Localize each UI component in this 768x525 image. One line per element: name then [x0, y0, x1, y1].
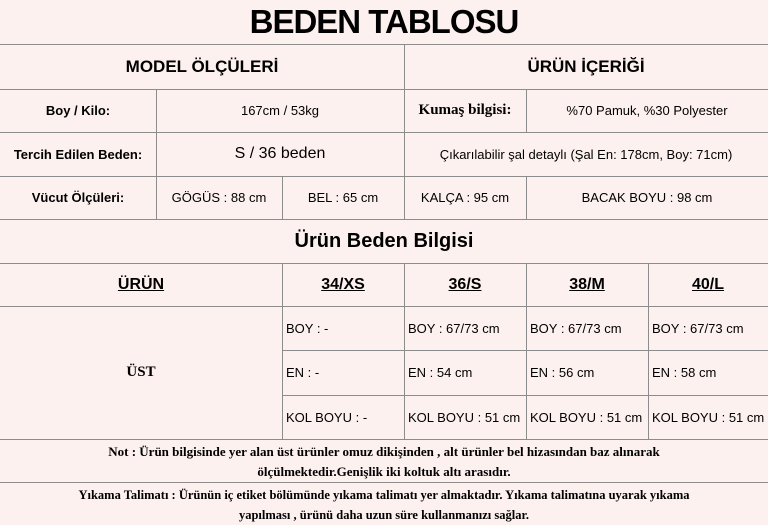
- grid-line: [0, 132, 768, 133]
- product-detail: Çıkarılabilir şal detaylı (Şal En: 178cm, Boy: 71cm): [439, 146, 733, 162]
- size-cell: BOY : 67/73 cm: [652, 320, 744, 336]
- size-header-36-s: 36/S: [448, 275, 482, 293]
- size-cell: EN : 54 cm: [408, 365, 473, 380]
- product-name-top: ÜST: [126, 364, 156, 380]
- product-content-heading: ÜRÜN İÇERİĞİ: [527, 56, 645, 76]
- grid-line: [282, 350, 768, 351]
- grid-line: [648, 263, 649, 439]
- grid-line: [526, 89, 527, 132]
- washing-instructions-line1: Yıkama Talimatı : Ürünün iç etiket bölümünde yıkama talimatı yer almaktadır. Yıkama talimatına uyarak yıkama: [78, 488, 690, 502]
- grid-line: [0, 306, 768, 307]
- size-cell: BOY : 67/73 cm: [530, 320, 622, 336]
- grid-line: [282, 395, 768, 396]
- size-cell: BOY : 67/73 cm: [408, 320, 500, 336]
- size-cell: EN : -: [286, 365, 320, 380]
- leg-measurement: BACAK BOYU : 98 cm: [581, 190, 713, 205]
- size-cell: EN : 56 cm: [530, 365, 595, 380]
- size-cell: EN : 58 cm: [652, 365, 717, 380]
- size-cell: KOL BOYU : -: [286, 409, 368, 425]
- grid-line: [0, 176, 768, 177]
- grid-line: [156, 89, 157, 219]
- grid-line: [526, 263, 527, 439]
- grid-line: [0, 44, 768, 45]
- size-cell: KOL BOYU : 51 cm: [408, 409, 521, 425]
- body-measurements-label: Vücut Ölçüleri:: [31, 190, 125, 205]
- grid-line: [282, 263, 283, 439]
- height-weight-value: 167cm / 53kg: [240, 103, 320, 118]
- hip-measurement: KALÇA : 95 cm: [420, 190, 510, 205]
- fabric-value: %70 Pamuk, %30 Polyester: [566, 103, 728, 118]
- size-header-38-m: 38/M: [569, 275, 605, 293]
- grid-line: [0, 263, 768, 264]
- preferred-size-value: S / 36 beden: [234, 145, 326, 162]
- washing-instructions: [0, 483, 768, 525]
- waist-measurement: BEL : 65 cm: [307, 190, 379, 205]
- size-cell: BOY : -: [286, 320, 329, 336]
- grid-line: [404, 44, 405, 219]
- grid-line: [526, 176, 527, 219]
- grid-line: [0, 89, 768, 90]
- measurement-note: [0, 440, 768, 482]
- product-column-header: ÜRÜN: [117, 275, 165, 293]
- size-cell: KOL BOYU : 51 cm: [530, 409, 643, 425]
- grid-line: [0, 219, 768, 220]
- size-cell: KOL BOYU : 51 cm: [652, 409, 765, 425]
- model-measurements-heading: MODEL ÖLÇÜLERİ: [125, 56, 279, 76]
- page-title: BEDEN TABLOSU: [249, 3, 519, 40]
- measurement-note-line2: ölçülmektedir.Genişlik iki koltuk altı arasıdır.: [257, 463, 511, 479]
- fabric-label: Kumaş bilgisi:: [418, 102, 512, 118]
- size-header-34-xs: 34/XS: [321, 275, 365, 293]
- chest-measurement: GÖGÜS : 88 cm: [171, 190, 267, 205]
- size-header-40-l: 40/L: [691, 275, 724, 293]
- grid-line: [404, 263, 405, 439]
- measurement-note-line1: Not : Ürün bilgisinde yer alan üst ürünler omuz dikişinden , alt ürünler bel hizasından baz alınarak: [108, 443, 660, 459]
- grid-line: [0, 439, 768, 440]
- washing-instructions-line2: yapılması , ürünü daha uzun süre kullanmanızı sağlar.: [238, 508, 530, 522]
- size-info-heading: Ürün Beden Bilgisi: [294, 229, 474, 252]
- preferred-size-label: Tercih Edilen Beden:: [13, 146, 143, 162]
- grid-line: [282, 176, 283, 219]
- height-weight-label: Boy / Kilo:: [45, 103, 111, 118]
- grid-line: [0, 482, 768, 483]
